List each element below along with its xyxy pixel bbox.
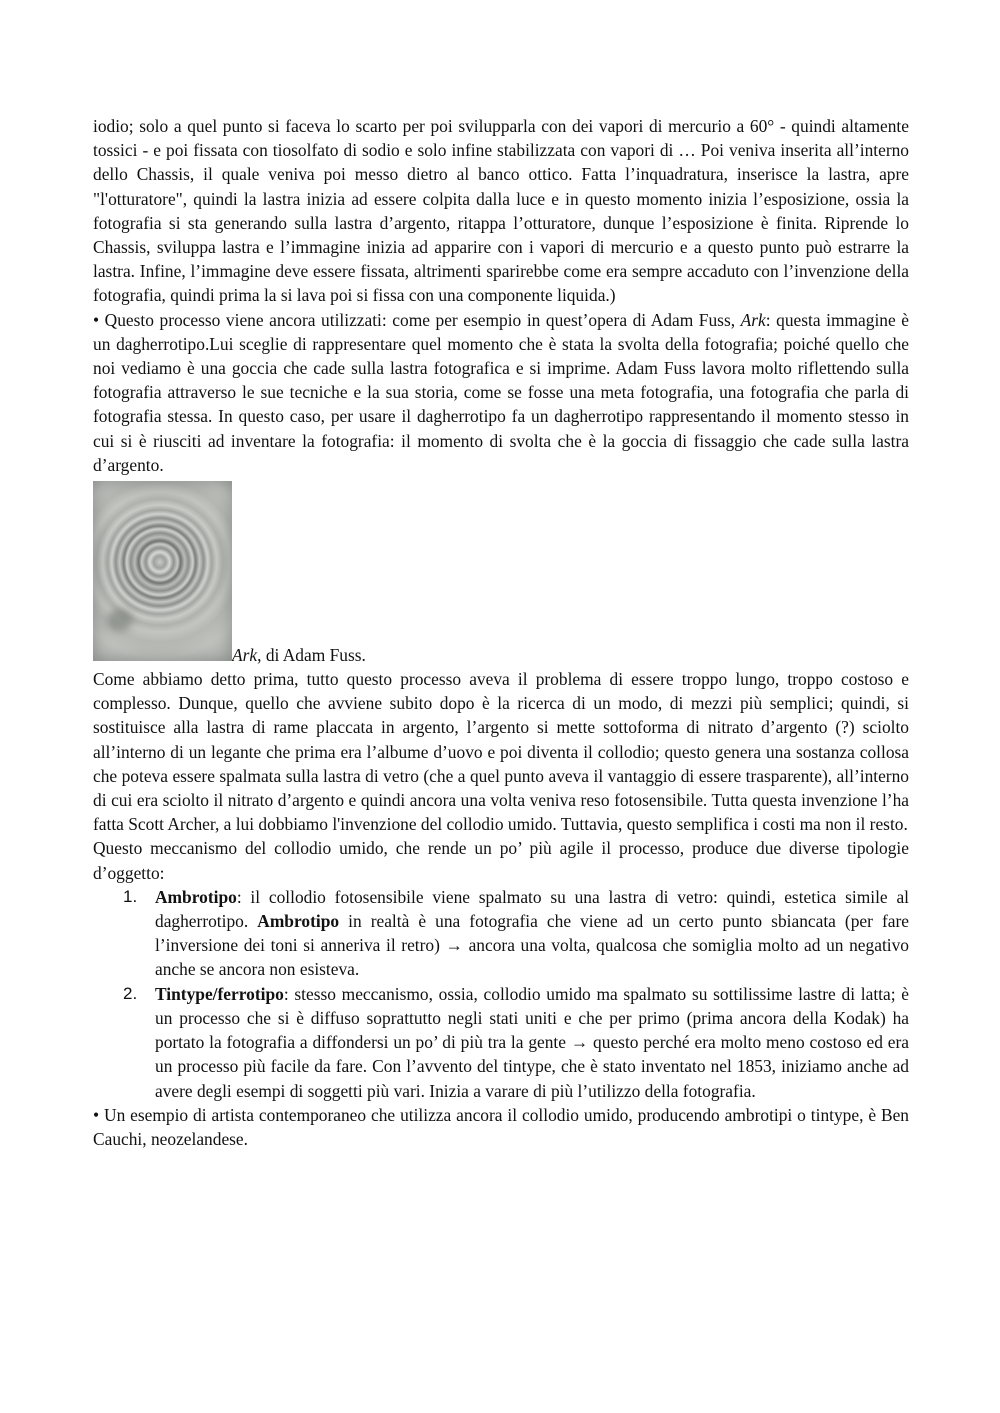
- list-item-text: : stesso meccanismo, ossia, collodio umido ma spalmato su sottilissime lastre di latta; è un processo che si è diffuso soprattutto negli stati uniti e che per primo (prima ancora della Kodak) ha portato la fotografia a diffondersi un po’ di più tra la gente → questo perché era molto meno costoso ed era un processo più facile da fare. Con l’avvento del tintype, che è stato inventato nel 1853, iniziamo anche ad avere degli esempi di soggetti più vari. Inizia a varare di più l’utilizzo della fotografia.: [155, 983, 909, 1101]
- figure: [93, 477, 909, 667]
- term-ambrotipo: Ambrotipo: [155, 886, 237, 907]
- document-page: [93, 114, 909, 1151]
- ark-daguerreotype-image: [93, 481, 232, 661]
- paragraph-ben-cauchi: • Un esempio di artista contemporaneo che utilizza ancora il collodio umido, producendo ambrotipi o tintype, è Ben Cauchi, neozelandese.: [93, 1104, 909, 1149]
- caption-text: , di Adam Fuss.: [257, 645, 366, 666]
- term-ambrotipo-repeat: Ambrotipo: [257, 911, 340, 932]
- term-tintype: Tintype/ferrotipo: [155, 983, 284, 1004]
- paragraph-daguerreotype-process: iodio; solo a quel punto si faceva lo scarto per poi svilupparla con dei vapori di mercurio a 60° - quindi altamente tossici - e poi fissata con tiosolfato di sodio e solo infine stabilizzata con vapori di … Poi veniva inserita all’interno dello Chassis, il quale veniva poi messo dietro al banco ottico. Fatta l’inquadratura, inserisce la lastra, apre "l'otturatore", quindi la lastra inizia ad essere colpita dalla luce e in questo momento inizia l’esposizione, ossia la fotografia si sta generando sulla lastra d’argento, ritappa l’otturatore, dunque l’esposizione è finita. Riprende lo Chassis, sviluppa lastra e l’immagine inizia ad apparire con i vapori di mercurio e a questo punto può estrarre la lastra. Infine, l’immagine deve essere fissata, altrimenti sparirebbe come era sempre accaduto con l’invenzione della fotografia, quindi prima la si lava poi si fissa con una componente liquida.): [93, 116, 909, 306]
- paragraph-collodion: Come abbiamo detto prima, tutto questo processo aveva il problema di essere troppo lungo, troppo costoso e complesso. Dunque, quello che avviene subito dopo è la ricerca di un modo, di mezzi più semplici; quindi, si sostituisce alla lastra di rame placcata in argento, l’argento si mette sottoforma di nitrato d’argento (?) sciolto all’interno di un legante che prima era l’albume d’uovo e poi diventa il collodio; questo genera una sostanza collosa che poteva essere spalmata sulla lastra di vetro (che a quel punto aveva il vantaggio di essere trasparente), all’interno di cui era sciolto il nitrato d’argento e quindi ancora una volta veniva reso fotosensibile. Tutta questa invenzione l’ha fatta Scott Archer, a lui dobbiamo l'invenzione del collodio umido. Tuttavia, questo semplifica i costi ma non il resto.: [93, 669, 909, 835]
- list-item-text-continued: in realtà è una fotografia che viene ad un certo punto sbiancata (per fare l’inversione dei toni si anneriva il retro) → ancora una volta, qualcosa che somiglia molto ad un negativo anche se ancora non esisteva.: [155, 911, 909, 980]
- list-item-ambrotype: [93, 885, 909, 982]
- caption-title: Ark: [232, 645, 258, 666]
- paragraph-adam-fuss: [93, 308, 909, 477]
- paragraph-adam-fuss-intro: • Questo processo viene ancora utilizzati: come per esempio in quest’opera di Adam Fuss,: [93, 309, 741, 330]
- list-number: 1.: [123, 886, 138, 906]
- list-number: 2.: [123, 983, 138, 1003]
- list-item-text: : il collodio fotosensibile viene spalmato su una lastra di vetro: quindi, estetica simile al dagherrotipo.: [155, 886, 909, 932]
- paragraph-adam-fuss-body: : questa immagine è un dagherrotipo.Lui sceglie di rappresentare quel momento che è stata la svolta della fotografia; poiché quello che noi vediamo è una goccia che cade sulla lastra fotografica e si imprime. Adam Fuss lavora molto riflettendo sulla fotografia attraverso le sue tecniche e la sua storia, come se fosse una meta fotografia, una fotografia che parla di fotografia stessa. In questo caso, per usare il dagherrotipo fa un dagherrotipo rappresentando il momento stesso in cui si è riusciti ad inventare la fotografia: il momento di svolta che è la goccia di fissaggio che cade sulla lastra d’argento.: [93, 309, 909, 475]
- paragraph-wet-collodion-types: Questo meccanismo del collodio umido, che rende un po’ più agile il processo, produce due diverse tipologie d’oggetto:: [93, 838, 909, 883]
- list-item-tintype: [93, 982, 909, 1103]
- artwork-title: Ark: [740, 309, 766, 330]
- process-types-list: [93, 885, 909, 1103]
